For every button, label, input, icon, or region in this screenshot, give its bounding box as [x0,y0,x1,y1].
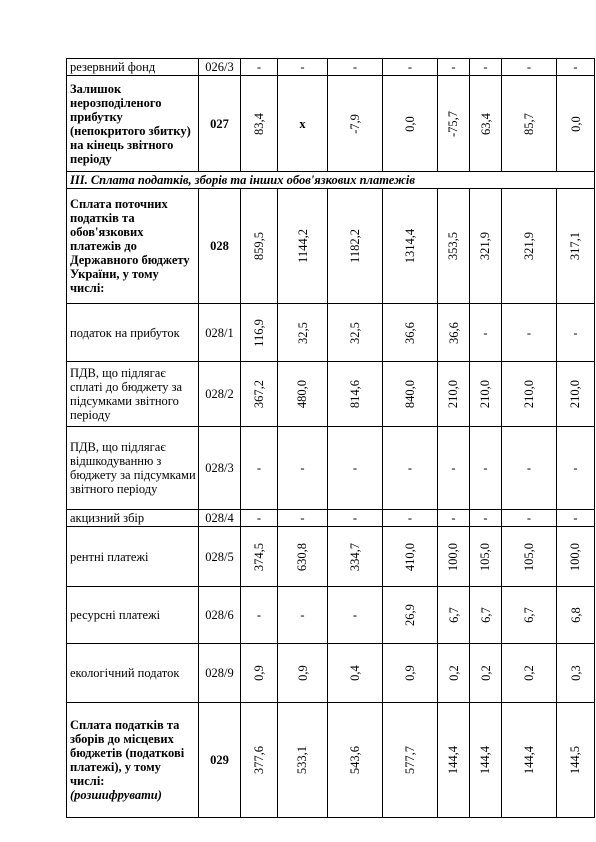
value-cell [328,189,383,304]
value-text: - [352,608,358,622]
value-text: - [573,60,578,74]
value-text: 1144,2 [295,229,310,263]
value-text: 85,7 [522,112,536,135]
value-cell [278,644,328,703]
value-text: 32,5 [348,321,362,344]
value-cell [278,304,328,362]
value-text: - [483,60,488,74]
value-cell [328,510,383,527]
value-text: 0,3 [568,665,583,681]
value-text: 0,9 [295,665,310,681]
indicator-label: податок на прибуток [70,325,180,340]
value-cell [278,527,328,587]
value-cell [438,427,470,510]
indicator-name [67,304,199,362]
value-cell [328,427,383,510]
value-text: 859,5 [252,231,266,261]
table-row [67,76,595,172]
value-text: 321,9 [478,231,493,261]
value-cell [383,703,438,818]
indicator-label: акцизний збір [70,511,145,525]
value-cell [438,59,470,76]
value-text: 1182,2 [347,229,362,263]
value-cell [438,362,470,427]
value-text: 6,7 [446,607,461,623]
value-text: 32,5 [295,321,310,344]
table-row [67,510,595,527]
value-cell [438,527,470,587]
value-cell [383,527,438,587]
value-text: 210,0 [522,379,536,409]
value-cell [502,189,557,304]
value-text: 374,5 [252,542,266,571]
value-cell [470,59,502,76]
value-cell [383,76,438,172]
value-text: 840,0 [403,379,417,409]
indicator-name [67,362,199,427]
value-cell [470,587,502,644]
indicator-name [67,189,199,304]
value-text: 105,0 [478,542,493,571]
value-cell [241,76,278,172]
indicator-name [67,510,199,527]
table-row [67,362,595,427]
value-cell [278,703,328,818]
value-text: - [451,60,456,74]
value-text: 210,0 [478,379,493,409]
value-text: -75,7 [446,110,461,137]
value-text: 0,0 [568,115,583,132]
value-text: 543,6 [348,745,362,775]
value-cell [241,510,278,527]
table-row [67,59,595,76]
value-cell [241,189,278,304]
value-cell [438,76,470,172]
value-cell [328,587,383,644]
value-text: - [483,461,488,475]
indicator-name [67,587,199,644]
value-text: 144,4 [522,745,536,775]
value-text: - [256,511,262,525]
table-row [67,703,595,818]
value-cell [557,59,595,76]
value-text: 36,6 [446,321,461,344]
value-cell [557,76,595,172]
value-text: 814,6 [348,379,362,409]
value-cell [470,510,502,527]
value-cell [470,703,502,818]
value-text: 210,0 [446,379,461,409]
indicator-label: ПДВ, що підлягає сплаті до бюджету за підсумками звітного періоду [70,366,183,422]
value-text: 6,7 [478,607,493,623]
financial-plan-table [66,58,595,818]
value-text: 0,0 [403,115,417,132]
value-text: 480,0 [295,379,310,409]
value-cell [278,189,328,304]
indicator-name [67,527,199,587]
indicator-note: (розшифрувати) [70,788,162,802]
value-cell [557,189,595,304]
value-text: 0,4 [348,665,362,681]
value-cell [241,587,278,644]
row-code: 028/4 [199,510,241,527]
indicator-name [67,76,199,172]
value-cell [502,527,557,587]
indicator-label: Сплата поточних податків та обов'язкових платежів до Державного бюджету України, у тому числі: [70,197,190,295]
value-text: 577,7 [403,745,417,775]
value-cell [502,703,557,818]
value-text: - [573,461,578,475]
value-cell [470,527,502,587]
value-text: 367,2 [252,379,266,409]
value-text: 0,2 [478,665,493,681]
value-text: x [299,116,306,131]
value-cell [557,304,595,362]
indicator-name [67,427,199,510]
table-row [67,189,595,304]
value-cell [502,59,557,76]
indicator-label: рентні платежі [70,549,149,564]
value-cell [328,527,383,587]
value-cell [438,304,470,362]
value-text: - [256,608,262,622]
value-text: 105,0 [522,542,536,571]
value-cell [438,644,470,703]
value-text: 377,6 [252,745,266,775]
value-text: 533,1 [295,745,310,775]
value-text: 0,2 [446,665,461,681]
table-row [67,644,595,703]
row-code: 026/3 [199,59,241,76]
table-row [67,587,595,644]
value-text: - [526,325,532,340]
value-cell [241,304,278,362]
value-text: - [300,461,305,475]
indicator-name [67,703,199,818]
value-text: 6,7 [522,607,536,623]
value-text: - [300,608,305,622]
value-cell [383,510,438,527]
value-text: - [407,60,413,74]
value-cell [278,76,328,172]
value-cell [470,76,502,172]
value-cell [557,427,595,510]
indicator-label: Залишок нерозподіленого прибутку (непокритого збитку) на кінець звітного періоду [70,81,191,166]
value-text: - [300,511,305,525]
value-text: - [352,60,358,74]
value-text: 0,9 [252,665,266,681]
section-header-row [67,172,595,189]
value-cell [502,76,557,172]
value-cell [241,59,278,76]
value-cell [502,587,557,644]
indicator-label: ресурсні платежі [70,608,161,622]
value-text: 36,6 [403,321,417,344]
value-cell [383,587,438,644]
value-cell [278,59,328,76]
value-cell [278,587,328,644]
value-text: 210,0 [568,379,583,409]
value-text: 630,8 [295,542,310,571]
table-row [67,427,595,510]
value-text: 353,5 [446,231,461,261]
value-cell [383,304,438,362]
value-cell [557,362,595,427]
value-text: 83,4 [252,112,266,135]
row-code: 028/2 [199,362,241,427]
value-text: - [352,511,358,525]
value-text: - [573,511,578,525]
row-code: 028 [199,189,241,304]
indicator-label: ПДВ, що підлягає відшкодуванню з бюджету за підсумками звітного періоду [70,440,196,496]
row-code: 028/6 [199,587,241,644]
value-text: - [526,461,532,475]
value-text: - [407,461,413,475]
value-cell [383,59,438,76]
value-cell [241,427,278,510]
value-cell [557,587,595,644]
value-cell [278,510,328,527]
indicator-label: екологічний податок [70,666,180,680]
value-cell [328,644,383,703]
value-text: 100,0 [568,542,583,571]
indicator-label: резервний фонд [70,60,156,74]
value-text: 144,4 [478,745,493,775]
value-text: - [451,461,456,475]
value-cell [502,304,557,362]
row-code: 029 [199,703,241,818]
value-text: 334,7 [348,542,362,571]
value-cell [502,510,557,527]
value-text: -7,9 [347,113,362,134]
table-body [67,59,595,818]
value-text: - [483,325,488,340]
value-text: - [483,511,488,525]
value-text: 26,9 [403,604,417,626]
indicator-name [67,59,199,76]
value-cell [383,189,438,304]
value-text: 0,2 [522,665,536,681]
value-text: - [256,461,262,475]
value-cell [470,189,502,304]
indicator-label: Сплата податків та зборів до місцевих бюджетів (податкові платежі), у тому числі: [70,718,185,788]
value-text: 144,5 [568,745,583,775]
value-text: 0,9 [403,665,417,681]
value-cell [241,362,278,427]
value-text: 1314,4 [403,228,417,264]
value-text: 6,8 [568,607,583,623]
value-cell [383,362,438,427]
value-text: 410,0 [403,542,417,571]
value-cell [557,510,595,527]
value-cell [241,644,278,703]
value-text: - [573,325,578,340]
value-cell [328,362,383,427]
indicator-name [67,644,199,703]
value-cell [502,427,557,510]
value-text: - [352,461,358,475]
table-row [67,304,595,362]
value-text: 317,1 [568,231,583,261]
value-cell [383,427,438,510]
row-code: 028/3 [199,427,241,510]
row-code: 028/9 [199,644,241,703]
value-cell [438,587,470,644]
value-cell [328,304,383,362]
value-text: 63,4 [478,112,493,135]
value-cell [438,510,470,527]
value-text: - [256,60,262,74]
value-cell [470,427,502,510]
value-cell [328,703,383,818]
value-cell [438,189,470,304]
value-cell [241,703,278,818]
value-text: 321,9 [522,231,536,261]
value-cell [470,644,502,703]
value-cell [278,362,328,427]
value-cell [241,527,278,587]
value-text: 116,9 [251,318,266,347]
value-text: - [451,511,456,525]
value-text: 144,4 [446,745,461,775]
table-row [67,527,595,587]
value-cell [470,362,502,427]
value-text: - [526,60,532,74]
value-cell [470,304,502,362]
value-text: 100,0 [446,542,461,571]
value-cell [328,59,383,76]
value-cell [502,362,557,427]
row-code: 028/1 [199,304,241,362]
value-cell [502,644,557,703]
value-cell [438,703,470,818]
value-cell [278,427,328,510]
value-cell [383,644,438,703]
value-text: - [407,511,413,525]
value-cell [557,527,595,587]
row-code: 027 [199,76,241,172]
value-cell [328,76,383,172]
value-cell [557,703,595,818]
row-code: 028/5 [199,527,241,587]
value-text: - [526,511,532,525]
value-text: - [300,60,305,74]
section-title: ІІІ. Сплата податків, зборів та інших обов'язкових платежів [67,172,595,189]
value-cell [557,644,595,703]
